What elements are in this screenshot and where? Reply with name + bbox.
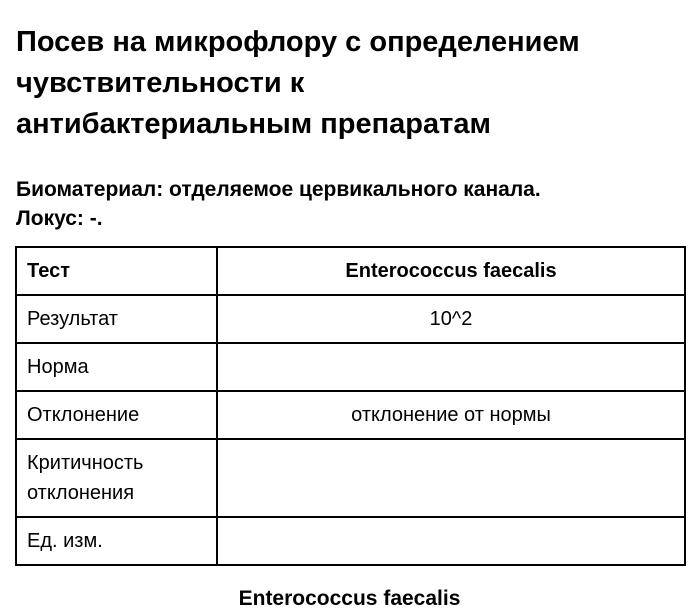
row-value-deviation: отклонение от нормы [217,391,685,439]
row-label-criticality [16,439,217,517]
row-value-criticality [217,439,685,517]
table-row [16,295,685,343]
header-test-cell: Тест [16,247,217,295]
table-row [16,343,685,391]
biomaterial-info [16,175,686,233]
biomaterial-line: Биоматериал: отделяемое цервикального канала. [16,178,541,201]
criticality-label-line-2: отклонения [27,482,135,504]
header-organism-cell: Enterococcus faecalis [217,247,685,295]
criticality-label-line-1: Критичность [27,452,144,474]
locus-line: Локус: -. [16,207,103,230]
row-label-deviation: Отклонение [16,391,217,439]
organism-section-heading: Enterococcus faecalis [238,587,461,610]
results-table [15,246,686,566]
table-row [16,517,685,565]
table-row [16,439,685,517]
row-value-result: 10^2 [217,295,685,343]
row-label-units: Ед. изм. [16,517,217,565]
row-label-norm: Норма [16,343,217,391]
page-title-line-3: антибактериальным препаратам [16,108,491,140]
page-title [16,22,686,145]
page-title-line-1: Посев на микрофлору с определением [16,26,580,58]
page-title-line-2: чувствительности к [16,67,305,99]
row-value-norm [217,343,685,391]
table-header-row [16,247,685,295]
table-row [16,391,685,439]
row-value-units [217,517,685,565]
row-label-result: Результат [16,295,217,343]
